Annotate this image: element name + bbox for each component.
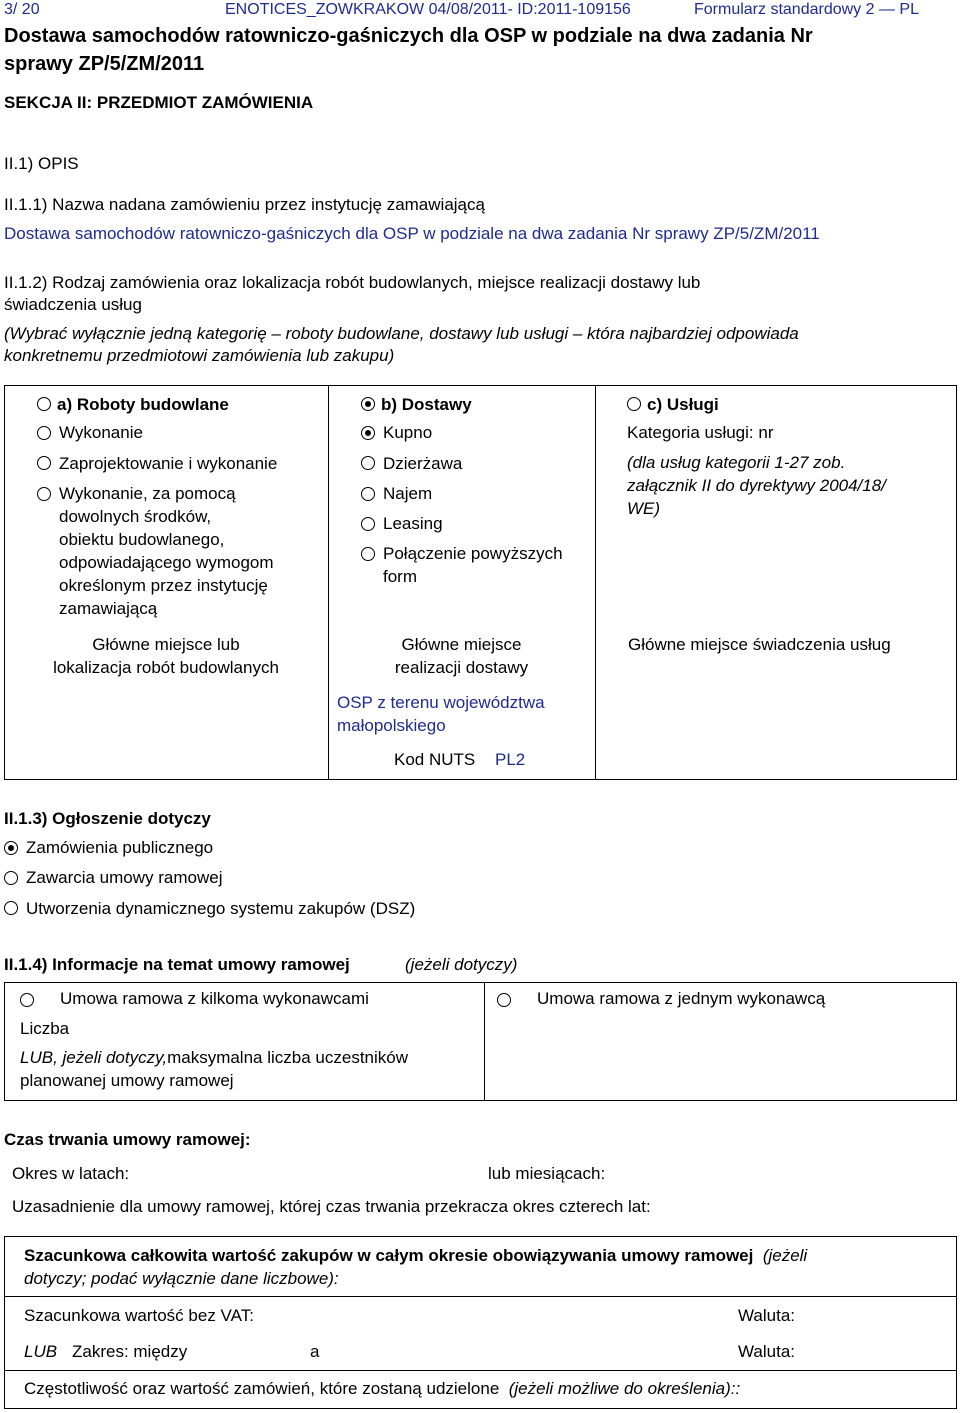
estimate-or: LUB: [24, 1342, 58, 1361]
s112-note-2: konkretnemu przedmiotowi zamówienia lub zakupu): [4, 346, 395, 365]
supplies-label: b) Dostawy: [381, 395, 472, 414]
works-opt3-radio[interactable]: [37, 487, 51, 501]
concerns-opt3-radio[interactable]: [4, 901, 18, 915]
estimate-currency-1: Waluta:: [738, 1306, 796, 1325]
duration-years: Okres w latach:: [12, 1164, 130, 1183]
concerns-opt1-radio[interactable]: [4, 841, 18, 855]
works-opt3-line: dowolnych środków,: [59, 507, 212, 526]
framework-max-label: maksymalna liczba uczestników: [167, 1048, 408, 1067]
supplies-radio[interactable]: [361, 397, 375, 411]
concerns-opt3-label: Utworzenia dynamicznego systemu zakupów (DSZ): [26, 899, 416, 918]
duration-months: lub miesiącach:: [488, 1164, 606, 1183]
works-opt2-label: Zaprojektowanie i wykonanie: [59, 454, 278, 473]
estimate-range-label: Zakres: między: [72, 1342, 188, 1361]
framework-one-label: Umowa ramowa z jednym wykonawcą: [537, 989, 826, 1008]
estimate-title-note2: dotyczy; podać wyłącznie dane liczbowe):: [24, 1269, 339, 1288]
s111-value: Dostawa samochodów ratowniczo-gaśniczych dla OSP w podziale na dwa zadania Nr sprawy ZP/5/ZM/2011: [4, 224, 820, 243]
framework-max-note: LUB, jeżeli dotyczy,: [20, 1048, 168, 1067]
notice-id: ENOTICES_ZOWKRAKOW 04/08/2011- ID:2011-109156: [225, 1, 631, 18]
estimate-frequency: Częstotliwość oraz wartość zamówień, które zostaną udzielone: [24, 1379, 500, 1398]
doc-title-line2: sprawy ZP/5/ZM/2011: [4, 53, 205, 75]
s114-note: (jeżeli dotyczy): [405, 955, 518, 974]
s112-title-1: II.1.2) Rodzaj zamówienia oraz lokalizacja robót budowlanych, miejsce realizacji dostawy lub: [4, 273, 701, 292]
concerns-opt2-radio[interactable]: [4, 871, 18, 885]
duration-title: Czas trwania umowy ramowej:: [4, 1130, 251, 1149]
framework-one-radio[interactable]: [497, 993, 511, 1007]
column-divider: [328, 385, 329, 780]
divider: [4, 1370, 957, 1371]
supplies-opt4-radio[interactable]: [361, 517, 375, 531]
supplies-opt1-label: Kupno: [383, 423, 433, 442]
works-place-1: Główne miejsce lub: [92, 635, 240, 654]
supplies-place-1: Główne miejsce: [401, 635, 522, 654]
framework-count-label: Liczba: [20, 1019, 70, 1038]
works-opt3-line: określonym przez instytucję: [59, 576, 268, 595]
services-note-line: WE): [627, 499, 661, 518]
supplies-place-2: realizacji dostawy: [394, 658, 529, 677]
column-divider: [484, 982, 485, 1101]
estimate-frequency-line: [24, 1379, 740, 1399]
services-note-line: załącznik II do dyrektywy 2004/18/: [627, 476, 886, 495]
works-radio[interactable]: [37, 397, 51, 411]
services-category: Kategoria usługi: nr: [627, 423, 774, 442]
supplies-opt5-radio[interactable]: [361, 547, 375, 561]
framework-max-line2: planowanej umowy ramowej: [20, 1071, 234, 1090]
framework-max-line1: [20, 1048, 408, 1068]
estimate-title: Szacunkowa całkowita wartość zakupów w całym okresie obowiązywania umowy ramowej: [24, 1246, 754, 1265]
services-label: c) Usługi: [647, 395, 719, 414]
section-title: SEKCJA II: PRZEDMIOT ZAMÓWIENIA: [4, 93, 314, 112]
s111-title: II.1.1) Nazwa nadana zamówieniu przez instytucję zamawiającą: [4, 195, 485, 214]
supplies-opt4-label: Leasing: [383, 514, 443, 533]
column-divider: [595, 385, 596, 780]
supplies-location-1: OSP z terenu województwa: [337, 693, 545, 712]
s114-title: II.1.4) Informacje na temat umowy ramowej: [4, 955, 350, 974]
estimate-title-line1: [24, 1246, 807, 1266]
framework-many-radio[interactable]: [20, 993, 34, 1007]
supplies-opt2-label: Dzierżawa: [383, 454, 463, 473]
divider: [4, 1296, 957, 1297]
works-opt3-line: Wykonanie, za pomocą: [59, 484, 236, 503]
page-number: 3/ 20: [4, 1, 40, 18]
estimate-currency-2: Waluta:: [738, 1342, 796, 1361]
supplies-opt2-radio[interactable]: [361, 456, 375, 470]
works-opt2-radio[interactable]: [37, 456, 51, 470]
supplies-location-2: małopolskiego: [337, 716, 446, 735]
s112-note-1: (Wybrać wyłącznie jedną kategorię – roboty budowlane, dostawy lub usługi – która najbardziej odpowiada: [4, 324, 799, 343]
doc-title-line1: Dostawa samochodów ratowniczo-gaśniczych dla OSP w podziale na dwa zadania Nr: [4, 25, 813, 47]
nuts-label: Kod NUTS: [394, 750, 476, 769]
s113-title: II.1.3) Ogłoszenie dotyczy: [4, 809, 211, 828]
concerns-opt2-label: Zawarcia umowy ramowej: [26, 868, 223, 887]
supplies-opt1-radio[interactable]: [361, 426, 375, 440]
works-opt3-line: odpowiadającego wymogom: [59, 553, 274, 572]
services-radio[interactable]: [627, 397, 641, 411]
opis-heading: II.1) OPIS: [4, 154, 79, 173]
estimate-value-label: Szacunkowa wartość bez VAT:: [24, 1306, 254, 1325]
supplies-opt5-line: form: [383, 567, 417, 586]
works-opt3-line: obiektu budowlanego,: [59, 530, 225, 549]
works-opt1-label: Wykonanie: [59, 423, 143, 442]
s112-title-2: świadczenia usług: [4, 295, 142, 314]
concerns-opt1-label: Zamówienia publicznego: [26, 838, 214, 857]
works-opt1-radio[interactable]: [37, 426, 51, 440]
works-place-2: lokalizacja robót budowlanych: [53, 658, 279, 677]
duration-justification: Uzasadnienie dla umowy ramowej, której czas trwania przekracza okres czterech lat:: [12, 1197, 651, 1216]
estimate-title-note: (jeżeli: [762, 1246, 808, 1265]
works-label: a) Roboty budowlane: [57, 395, 229, 414]
supplies-opt3-label: Najem: [383, 484, 433, 503]
services-place: Główne miejsce świadczenia usług: [628, 635, 891, 654]
framework-many-label: Umowa ramowa z kilkoma wykonawcami: [60, 989, 369, 1008]
form-type: Formularz standardowy 2 — PL: [694, 1, 919, 18]
estimate-frequency-note: (jeżeli możliwe do określenia)::: [508, 1379, 741, 1398]
estimate-range-and: a: [310, 1342, 320, 1361]
supplies-opt3-radio[interactable]: [361, 487, 375, 501]
nuts-value: PL2: [495, 750, 526, 769]
services-note-line: (dla usług kategorii 1-27 zob.: [627, 453, 846, 472]
works-opt3-line: zamawiającą: [59, 599, 158, 618]
supplies-opt5-line: Połączenie powyższych: [383, 544, 563, 563]
